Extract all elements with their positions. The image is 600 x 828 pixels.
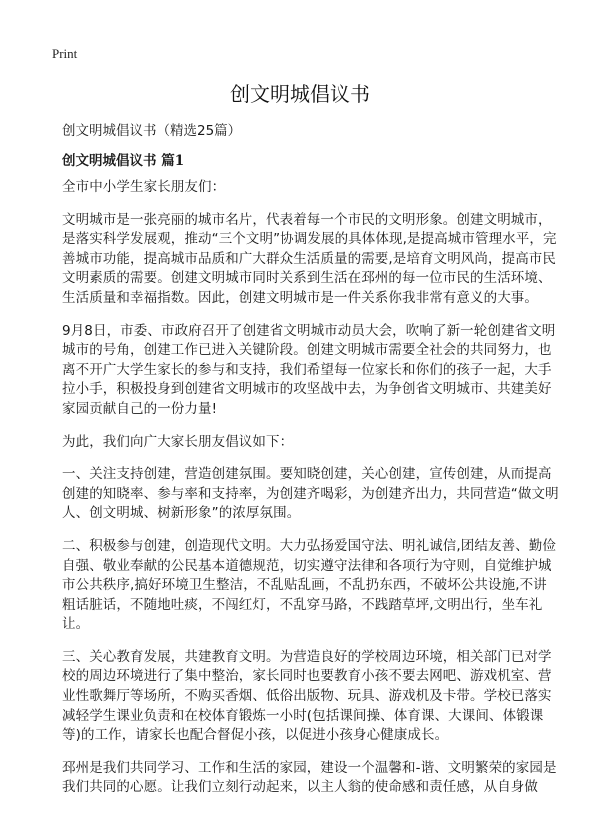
print-link[interactable]: Print: [52, 46, 78, 61]
paragraph-proposal-1: 一、关注支持创建，营造创建氛围。要知晓创建，关心创建，宣传创建，从而提高创建的知晓率、参与率和支持率，为创建齐喝彩，为创建齐出力，共同营造“做文明人、创文明城、树新形象”的浓厚氛围。: [62, 466, 559, 522]
document-body: [62, 120, 560, 811]
paragraph-mobilization: 9月8日，市委、市政府召开了创建省文明城市动员大会，吹响了新一轮创建省文明城市的号角，创建工作已进入关键阶段。创建文明城市需要全社会的共同努力，也离不开广大学生家长的参与和支持，我们希望每一位家长和你们的孩子一起，大手拉小手，积极投身到创建省文明城市的攻坚战中去，为争创省文明城市、共建美好家园贡献自己的一份力量!: [62, 322, 556, 417]
paragraph-intro: 文明城市是一张亮丽的城市名片，代表着每一个市民的文明形象。创建文明城市，是落实科学发展观，推动“三个文明”协调发展的具体体现,是提高城市管理水平，完善城市功能，提高城市品质和广大群众生活质量的需要,是培育文明风尚，提高市民文明素质的需要。创建文明城市同时关系到生活在邳州的每一位市民的生活环境、生活质量和幸福指数。因此，创建文明城市是一件关系你我非常有意义的大事。: [62, 211, 557, 306]
document-subtitle: 创文明城倡议书（精选25篇）: [62, 123, 242, 139]
page-title: 创文明城倡议书: [230, 82, 370, 106]
paragraph-proposal-3: 三、关心教育发展，共建教育文明。为营造良好的学校周边环境，相关部门已对学校的周边环境进行了集中整治，家长同时也要教育小孩不要去网吧、游戏机室、营业性歌舞厅等场所，不购买香烟、低俗出版物、玩具、游戏机及卡带。学校已落实减轻学生课业负责和在校体育锻炼一小时(包括课间操、体育课、大课间、体锻课等)的工作，请家长也配合督促小孩，以促进小孩身心健康成长。: [62, 648, 552, 744]
section-heading: 创文明城倡议书 篇1: [62, 153, 185, 169]
paragraph-proposal-lead: 为此，我们向广大家长朋友倡议如下：: [62, 433, 294, 450]
salutation: 全市中小学生家长朋友们：: [62, 179, 226, 195]
paragraph-closing: 邳州是我们共同学习、工作和生活的家园，建设一个温馨和-谐、文明繁荣的家园是我们共同的心愿。让我们立刻行动起来，以主人翁的使命感和责任感，从自身做: [62, 759, 557, 796]
paragraph-proposal-2: 二、积极参与创建，创造现代文明。大力弘扬爱国守法、明礼诚信,团结友善、勤俭自强、敬业奉献的公民基本道德规范，切实遵守法律和各项行为守则，自觉维护城市公共秩序,搞好环境卫生整洁，不乱贴乱画，不乱扔东西，不破坏公共设施,不讲粗话脏话，不随地吐痰，不闯红灯，不乱穿马路，不践踏草坪,文明出行，坐车礼让。: [62, 537, 556, 633]
